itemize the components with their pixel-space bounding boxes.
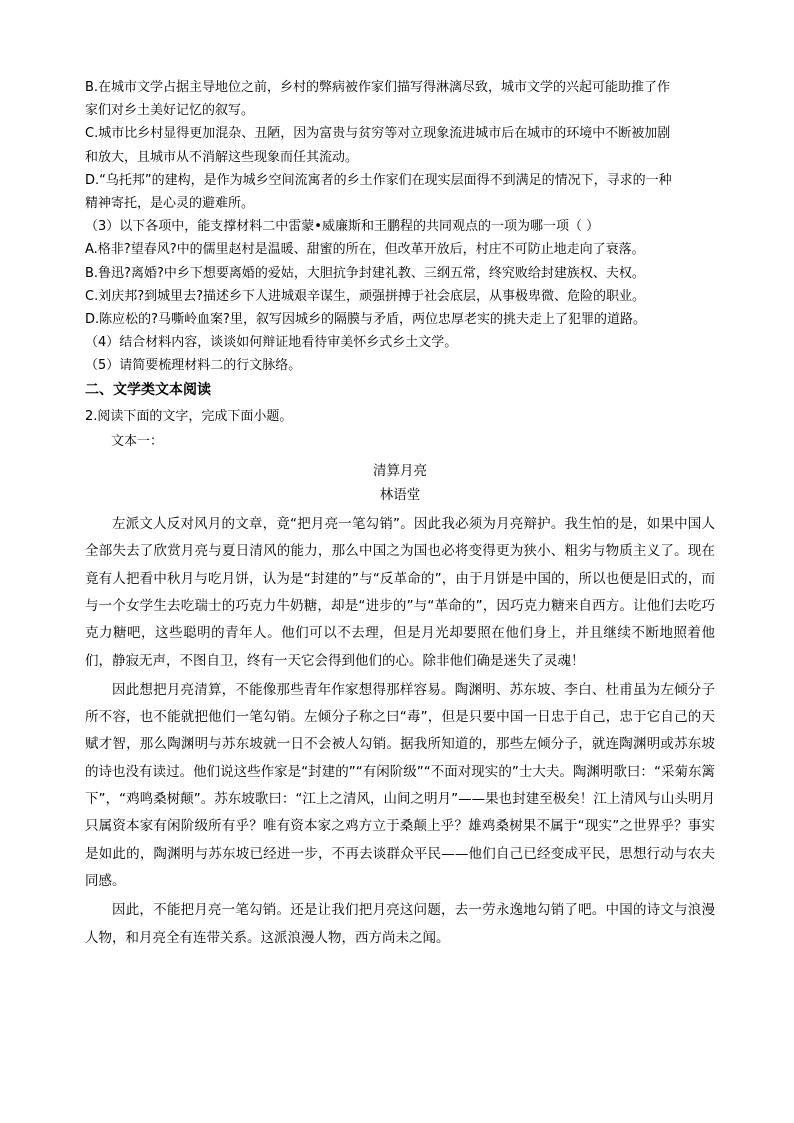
option-b-line1: B.在城市文学占据主导地位之前，乡村的弊病被作家们描写得淋漓尽致，城市文学的兴起可能助推了作 bbox=[85, 80, 671, 95]
article-author: 林语堂 bbox=[379, 487, 421, 504]
section-2-title: 二、文学类文本阅读 bbox=[85, 381, 211, 398]
question-3-option-a: A.格非?望春风?中的儒里赵村是温暖、甜蜜的所在，但改革开放后，村庄不可防止地走向了衰落。 bbox=[85, 242, 645, 258]
question-3-stem: （3）以下各项中，能支撑材料二中雷蒙•威廉斯和王鹏程的共同观点的一项为哪一项（ ） bbox=[85, 219, 600, 235]
article-paragraph-2: 因此想把月亮清算，不能像那些青年作家想得那样容易。陶渊明、苏东坡、李白、杜甫虽为左倾分子所不容，也不能就把他们一笔勾销。左倾分子称之曰“毒”，但是只要中国一日忠于自己，忠于它自己的天赋才智，那么陶渊明与苏东坡就一日不会被人勾销。据我所知道的，那些左倾分子，就连陶渊明或苏东坡的诗也没有读过。他们说这些作家是“封建的”“有闲阶级”“不面对现实的”士大夫。陶渊明歌曰：“采菊东篱下”，“鸡鸣桑树颠”。苏东坡歌曰：“江上之清风，山间之明月”——果也封建至极矣！江上清风与山头明月只属资本家有闲阶级所有乎？唯有资本家之鸡方立于桑颠上乎？雄鸡桑树果不属于“现实”之世界乎？事实是如此的，陶渊明与苏东坡已经进一步，不再去谈群众平民——他们自己已经变成平民，思想行动与农夫同感。 bbox=[85, 681, 715, 889]
option-c-line2: 和放大，且城市从不消解这些现象而任其流动。 bbox=[85, 149, 359, 165]
text-one-label: 文本一： bbox=[111, 433, 164, 449]
article-paragraph-3: 因此，不能把月亮一笔勾销。还是让我们把月亮这问题，去一劳永逸地勾销了吧。中国的诗文与浪漫人物，和月亮全有连带关系。这派浪漫人物，西方尚未之闻。 bbox=[85, 902, 715, 946]
question-3-option-b: B.鲁迅?离婚?中乡下想要离婚的爱姑，大胆抗争封建礼教、三纲五常，终究败给封建族权、夫权。 bbox=[85, 265, 645, 281]
option-b-line2: 家们对乡土美好记忆的叙写。 bbox=[85, 103, 255, 119]
question-3-option-c: C.刘庆邦?到城里去?描述乡下人进城艰辛谋生，顽强拼搏于社会底层，从事极卑微、危险的职业。 bbox=[85, 288, 646, 304]
option-d-line2: 精神寄托，是心灵的避难所。 bbox=[85, 196, 255, 212]
question-3-option-d: D.陈应松的?马嘶岭血案?里，叙写因城乡的隔膜与矛盾，两位忠厚老实的挑夫走上了犯罪的道路。 bbox=[85, 312, 646, 328]
article-paragraph-1: 左派文人反对风月的文章，竟“把月亮一笔勾销”。因此我必须为月亮辩护。我生怕的是，如果中国人全部失去了欣赏月亮与夏日清风的能力，那么中国之为国也必将变得更为狭小、粗劣与物质主义了。现在竟有人把看中秋月与吃月饼，认为是“封建的”与“反革命的”，由于月饼是中国的，所以也便是旧式的，而与一个女学生去吃瑞士的巧克力牛奶糖，却是“进步的”与“革命的”，因巧克力糖来自西方。让他们去吃巧克力糖吧，这些聪明的青年人。他们可以不去理，但是月光却要照在他们身上，并且继续不断地照着他们，静寂无声，不图自卫，终有一天它会得到他们的心。除非他们确是迷失了灵魂！ bbox=[85, 516, 715, 669]
option-d-line1: D.“乌托邦”的建构，是作为城乡空间流寓者的乡土作家们在现实层面得不到满足的情况下，寻求的一种 bbox=[85, 172, 672, 188]
document-page bbox=[85, 76, 715, 952]
question-4: （4）结合材料内容，谈谈如何辩证地看待审美怀乡式乡土文学。 bbox=[85, 335, 458, 351]
question-5: （5）请简要梳理材料二的行文脉络。 bbox=[85, 358, 302, 374]
question-2-intro: 2.阅读下面的文字，完成下面小题。 bbox=[85, 408, 293, 424]
option-c-line1: C.城市比乡村显得更加混杂、丑陋，因为富贵与贫穷等对立现象流进城市后在城市的环境中不断被加剧 bbox=[85, 126, 671, 142]
article-title: 清算月亮 bbox=[373, 463, 427, 480]
